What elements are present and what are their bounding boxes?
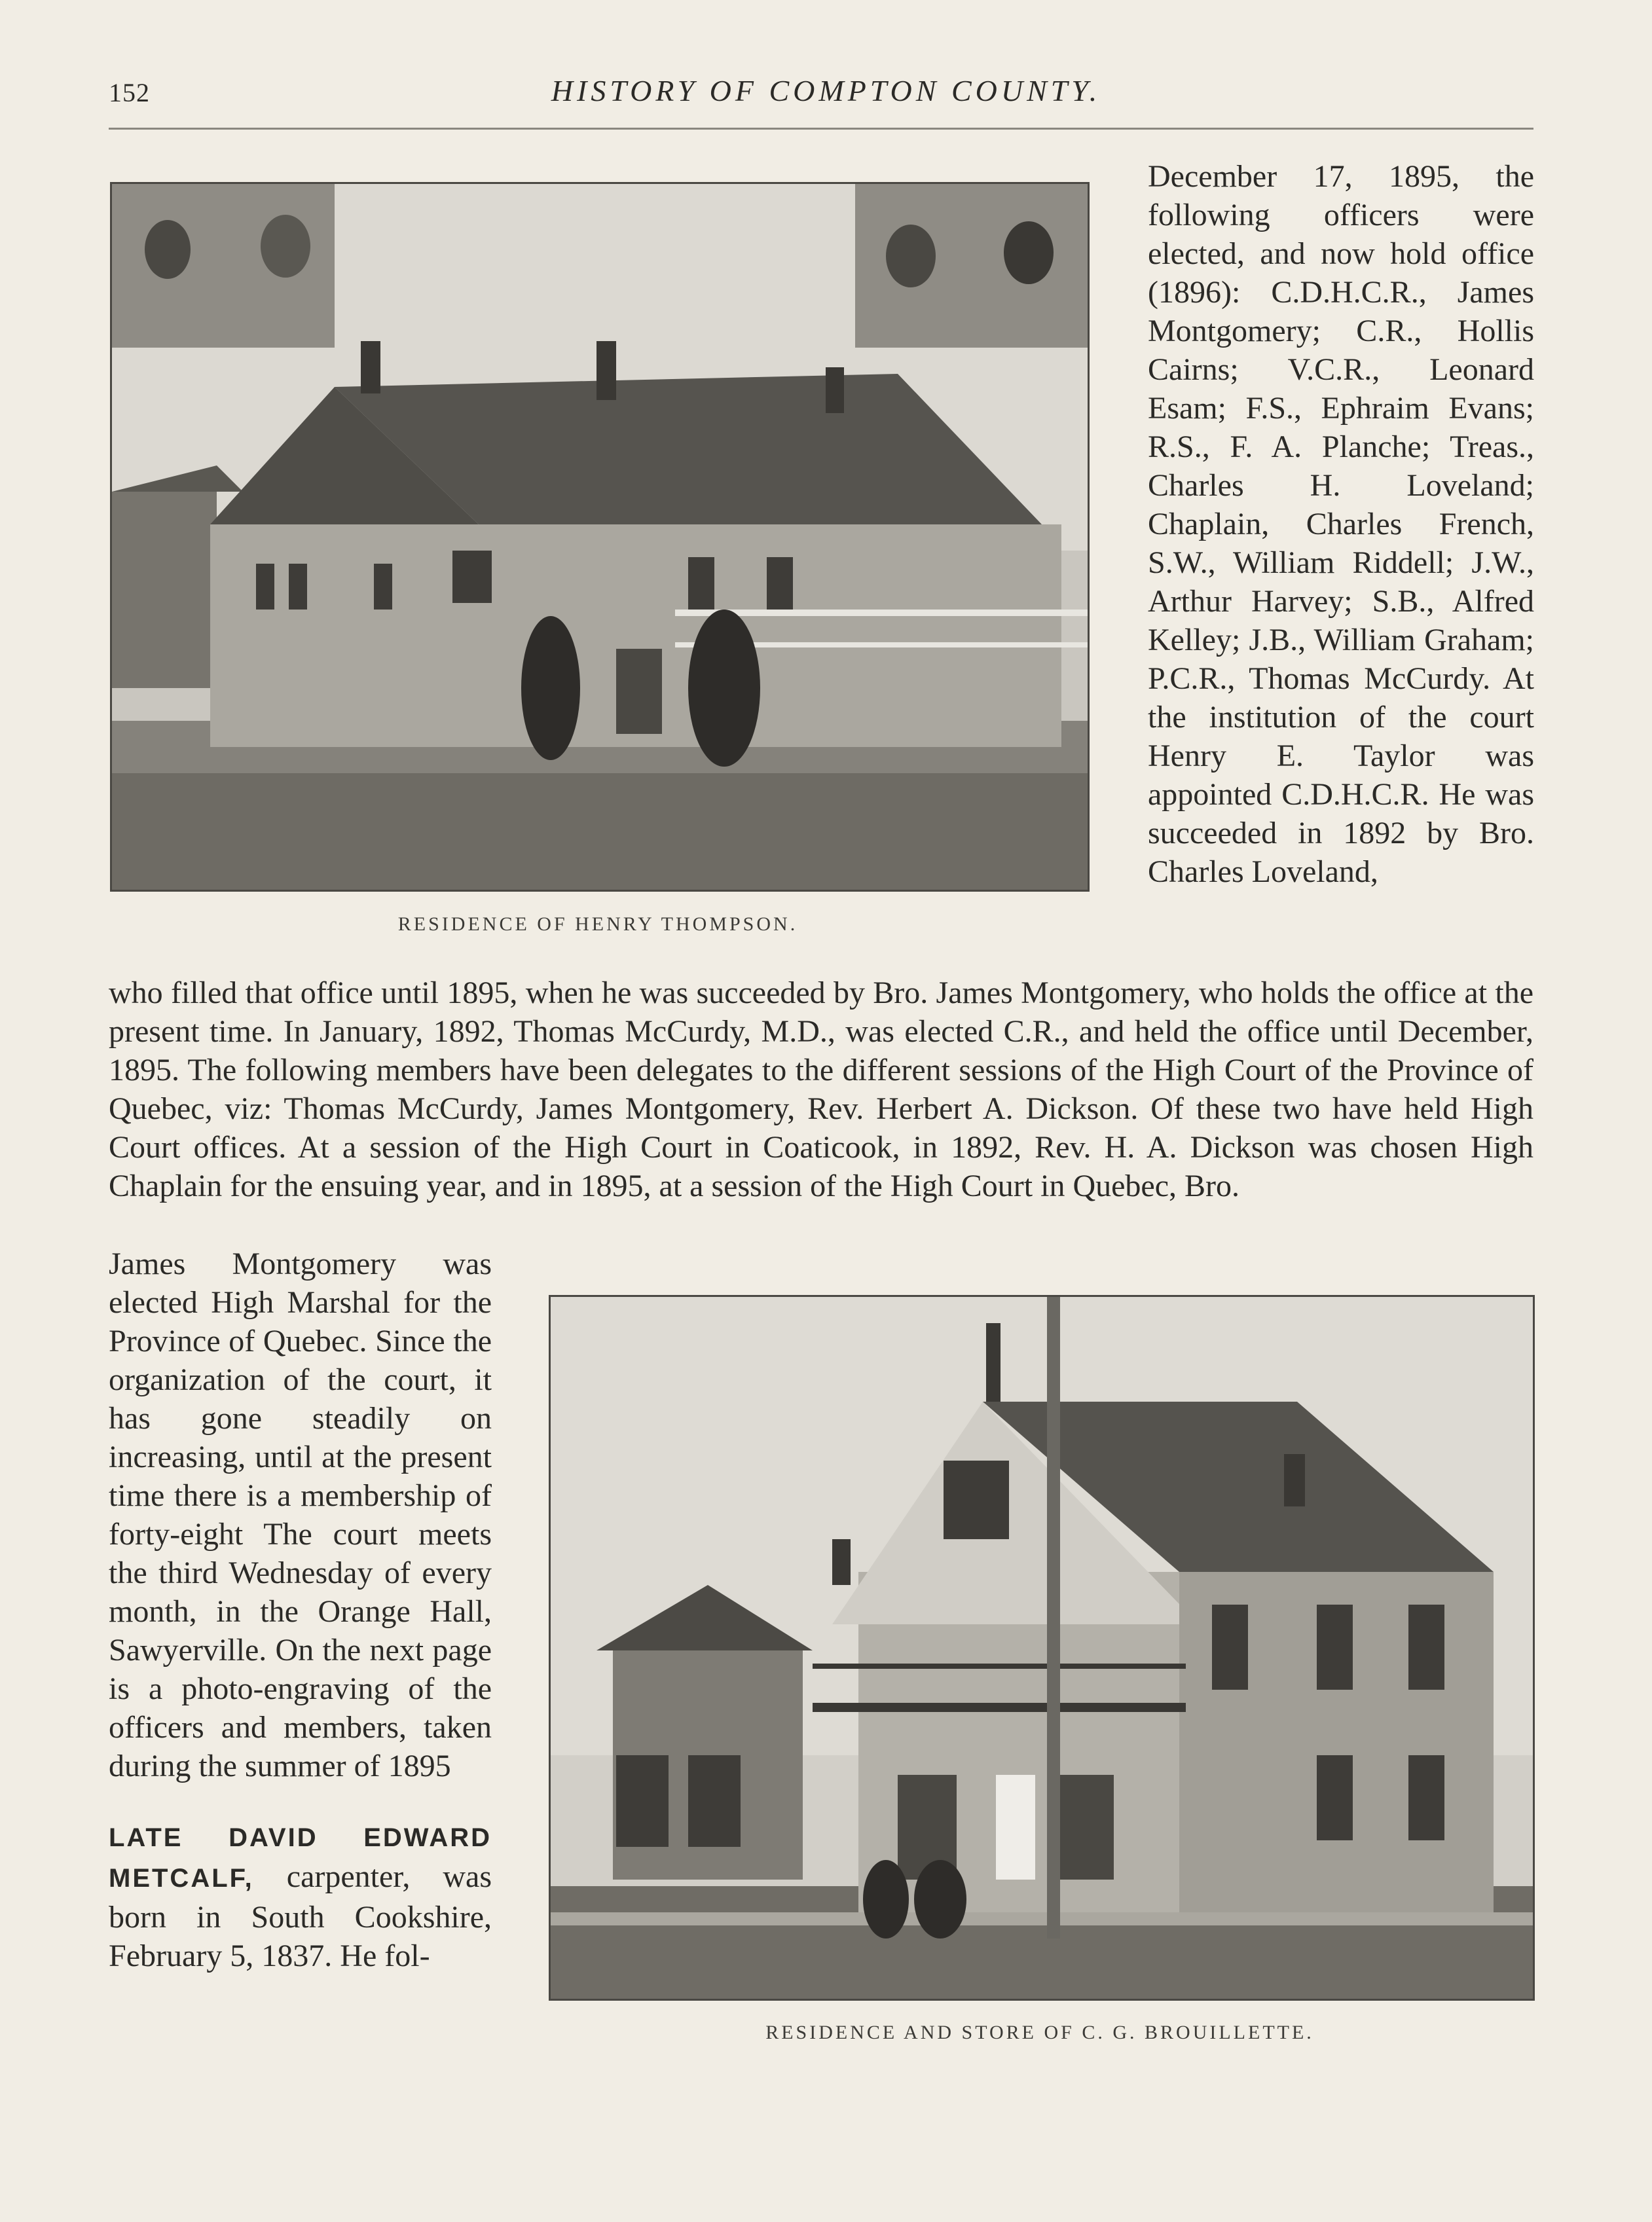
caption-henry-thompson: RESIDENCE OF HENRY THOMPSON. <box>397 913 798 935</box>
right-column-text: December 17, 1895, the following officers were elected, and now hold office (1896): C.D.H.C.R., James Montgomery; C.R., Hollis Cairns; V.C.R., Leonard Esam; F.S., Ephraim Evans; R.S., F. A. Planche; Treas., Charles H. Loveland; Chaplain, Charles French, S.W., William Riddell; J.W., Arthur Harvey; S.B., Alfred Kelley; J.B., William Graham; P.C.R., Thomas McCurdy. At the institution of the court Henry E. Taylor was appointed C.D.H.C.R. He was succeeded in 1892 by Bro. Charles Loveland, <box>1148 159 1534 889</box>
bio-heading: LATE DAVID EDWARD METCALF, <box>109 1823 492 1893</box>
photo-brouillette-residence-store <box>549 1295 1535 2001</box>
left-column-text <box>109 1245 492 1975</box>
full-width-text: who filled that office until 1895, when he was succeeded by Bro. James Montgomery, who holds the office at the present time. In January, 1892, Thomas McCurdy, M.D., was elected C.R., and held the office until December, 1895. The following members have been delegates to the different sessions of the High Court of the Province of Quebec, viz: Thomas McCurdy, James Montgomery, Rev. Herbert A. Dickson. Of these two have held High Court offices. At a session of the High Court in Coaticook, in 1892, Rev. H. A. Dickson was chosen High Chaplain for the ensuing year, and in 1895, at a session of the High Court in Quebec, Bro. <box>109 975 1533 1203</box>
caption-brouillette: RESIDENCE AND STORE OF C. G. BROUILLETTE. <box>765 2022 1314 2043</box>
running-title: HISTORY OF COMPTON COUNTY. <box>551 74 1101 107</box>
bio-text: carpenter, was born in South Cookshire, February 5, 1837. He fol- <box>109 1859 492 1973</box>
metcalf-biography <box>109 1817 492 1975</box>
page-number: 152 <box>109 78 150 107</box>
header-rule <box>109 128 1533 130</box>
photo-henry-thompson-residence <box>110 182 1090 892</box>
left-column-paragraph: James Montgomery was elected High Marshal for the Province of Quebec. Since the organization of the court, it has gone steadily on increasing, until at the present time there is a membership of forty-eight The court meets the third Wednesday of every month, in the Orange Hall, Sawyerville. On the next page is a photo-engraving of the officers and members, taken during the summer of 1895 <box>109 1247 492 1783</box>
